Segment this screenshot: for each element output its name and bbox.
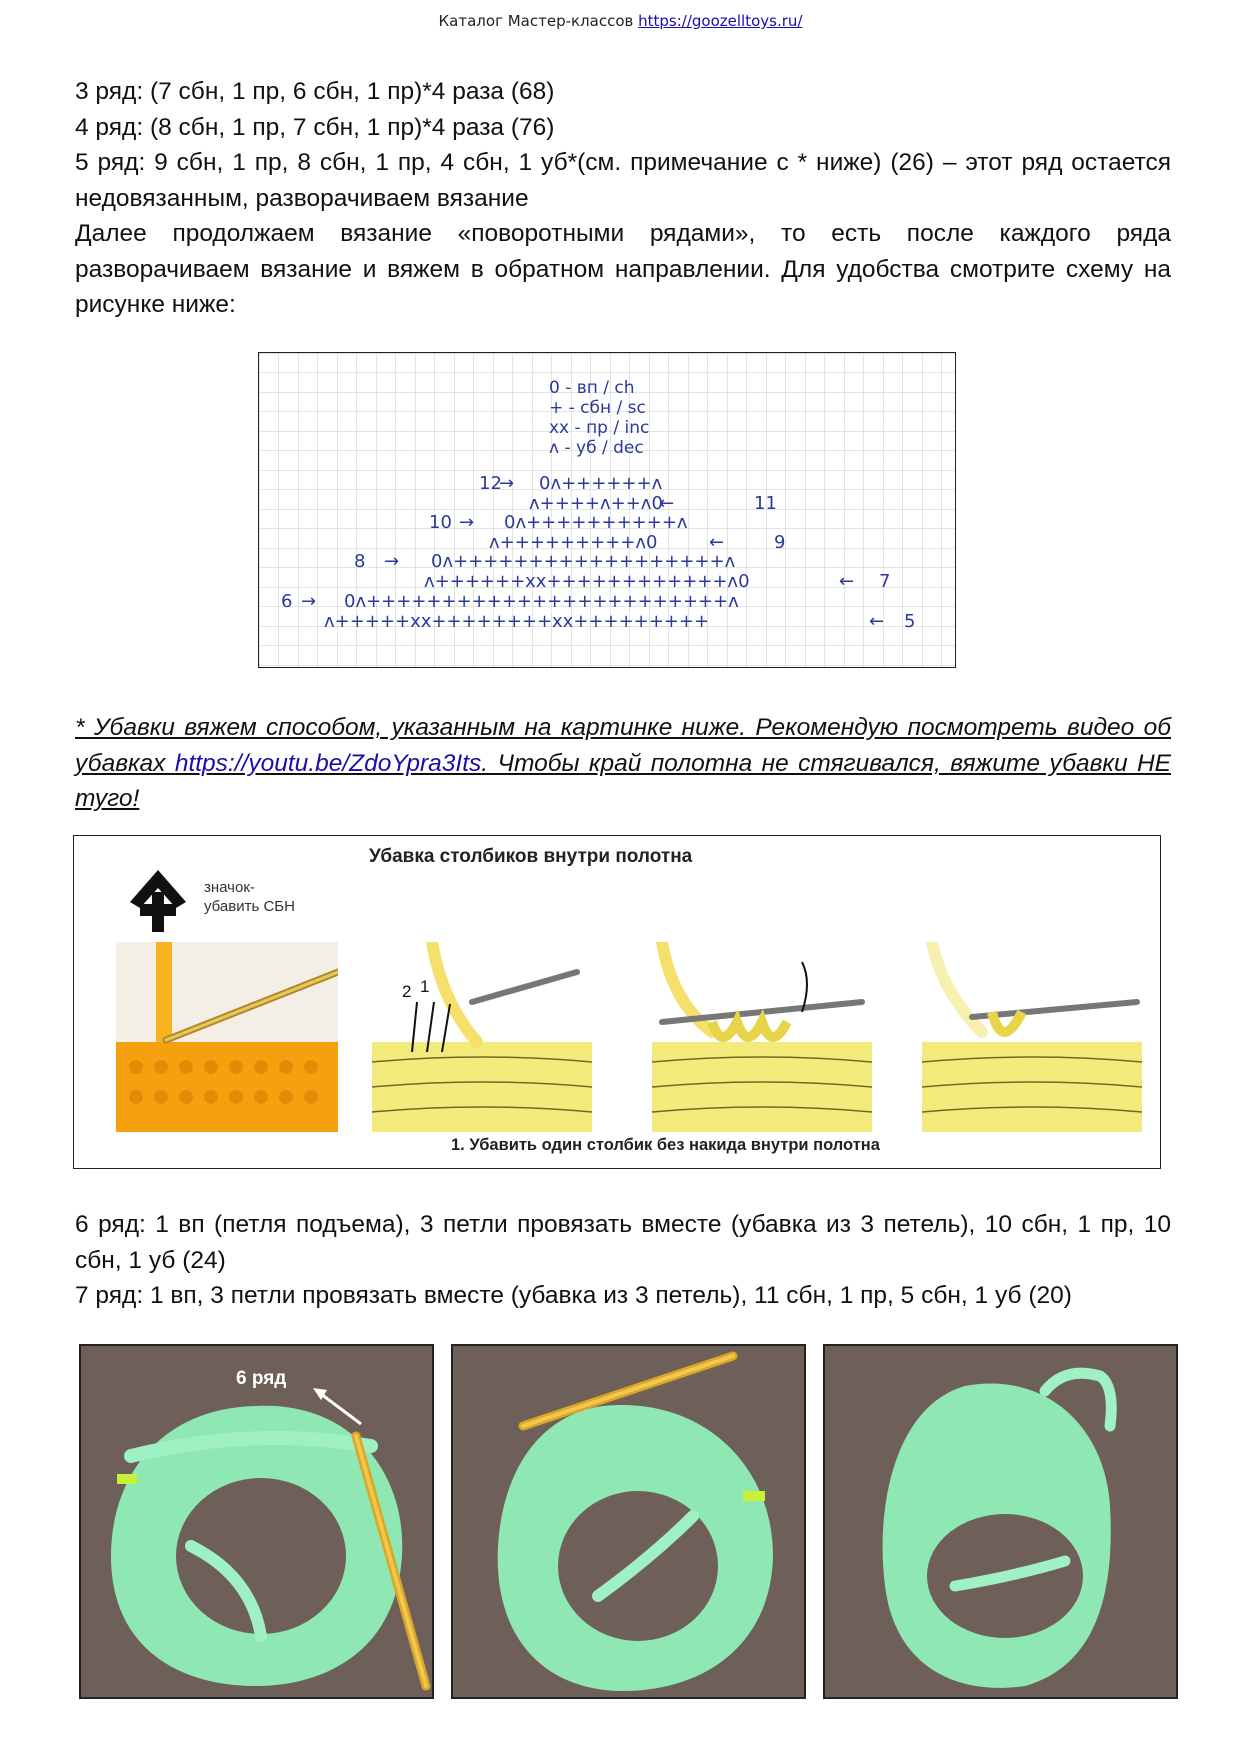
scheme-row-6: 0ʌ++++++++++++++++++++++++ʌ	[344, 591, 739, 612]
symbol-label: значок- убавить СБН	[204, 879, 295, 915]
row5-text: 5 ряд: 9 сбн, 1 пр, 8 сбн, 1 пр, 4 сбн, 1 уб*(см. примечание с * ниже) (26) – этот ряд остается недовязанным, разворачиваем вязание	[75, 149, 1171, 212]
step-illustration-2	[652, 942, 872, 1132]
site-link[interactable]: https://goozelltoys.ru/	[638, 12, 803, 30]
step-number: 2	[402, 982, 412, 1001]
arrow-right-icon: →	[499, 473, 515, 494]
scheme-row-9: ʌ+++++++++ʌ0	[489, 532, 658, 553]
orange-swatch-photo	[116, 942, 338, 1132]
scheme-row-7: ʌ++++++xx++++++++++++ʌ0	[424, 571, 750, 592]
row7-text: 7 ряд: 1 вп, 3 петли провязать вместе (убавка из 3 петель), 11 сбн, 1 пр, 5 сбн, 1 уб (20)	[75, 1282, 1072, 1309]
scheme-row-10: 0ʌ++++++++++ʌ	[504, 512, 688, 533]
row-label: 9	[774, 532, 786, 553]
arrow-left-icon: ←	[869, 611, 885, 632]
row-label: 8	[354, 551, 366, 572]
row-label: 10	[429, 512, 452, 533]
row-label: 6	[281, 591, 293, 612]
video-link[interactable]: https://youtu.be/ZdoYpra3Its	[174, 749, 482, 777]
legend-line: 0 - вп / ch	[549, 378, 635, 398]
photo-label: 6 ряд	[236, 1368, 287, 1389]
scheme-drawing	[259, 353, 956, 668]
row6-text: 6 ряд: 1 вп (петля подъема), 3 петли провязать вместе (убавка из 3 петель), 10 сбн, 1 пр, 10 сбн, 1 уб (24)	[75, 1211, 1171, 1274]
step-illustration-3	[922, 942, 1142, 1132]
decrease-symbol-icon	[126, 864, 190, 934]
step-number: 1	[420, 977, 430, 996]
figure-caption: 1. Убавить один столбик без накида внутри полотна	[451, 1136, 880, 1154]
scheme-row-12: 0ʌ++++++ʌ	[539, 473, 663, 494]
photo-row6	[79, 1344, 434, 1699]
scheme-row-5: ʌ+++++xx++++++++xx+++++++++	[324, 611, 710, 632]
note-text-end: . Чтобы край полотна не стягивался, вяжите убавки НЕ туго!	[75, 749, 1172, 812]
row-label: 12	[479, 473, 502, 494]
scheme-row-8: 0ʌ++++++++++++++++++ʌ	[431, 551, 736, 572]
legend-line: ʌ - уб / dec	[549, 438, 644, 458]
photo-row8	[823, 1344, 1178, 1699]
note-text: * Убавки вяжем способом, указанным на картинке ниже. Рекомендую посмотреть видео об убавках	[75, 714, 1171, 777]
row3-text: 3 ряд: (7 сбн, 1 пр, 6 сбн, 1 пр)*4 раза (68)	[75, 78, 555, 105]
scheme-row-11: ʌ++++ʌ++ʌ0	[529, 493, 663, 514]
row-label: 5	[904, 611, 916, 632]
row-label: 7	[879, 571, 891, 592]
turning-rows-text: Далее продолжаем вязание «поворотными рядами», то есть после каждого ряда разворачиваем вязание и вяжем в обратном направлении. Для удобства смотрите схему на рисунке ниже:	[75, 220, 1171, 318]
arrow-left-icon: ←	[839, 571, 855, 592]
legend-line: + - сбн / sc	[549, 398, 646, 418]
page-header	[0, 12, 1241, 30]
arrow-left-icon: ←	[709, 532, 725, 553]
catalog-text: Каталог Мастер-классов	[438, 12, 634, 30]
scheme-legend	[549, 378, 649, 458]
arrow-right-icon: →	[301, 591, 317, 612]
legend-line: xx - пр / inc	[549, 418, 650, 438]
photo-row7	[451, 1344, 806, 1699]
decrease-note	[75, 710, 1171, 817]
row4-text: 4 ряд: (8 сбн, 1 пр, 7 сбн, 1 пр)*4 раза (76)	[75, 113, 555, 141]
arrow-right-icon: →	[384, 551, 400, 572]
arrow-left-icon: ←	[659, 493, 675, 514]
figure-title: Убавка столбиков внутри полотна	[369, 846, 693, 867]
row-label: 11	[754, 493, 777, 514]
decrease-instruction-figure	[73, 835, 1161, 1169]
step-illustration-1	[372, 942, 592, 1132]
instructions-top	[75, 74, 1171, 323]
crochet-scheme-figure	[258, 352, 956, 668]
instructions-rows-6-7	[75, 1207, 1171, 1314]
arrow-right-icon: →	[459, 512, 475, 533]
